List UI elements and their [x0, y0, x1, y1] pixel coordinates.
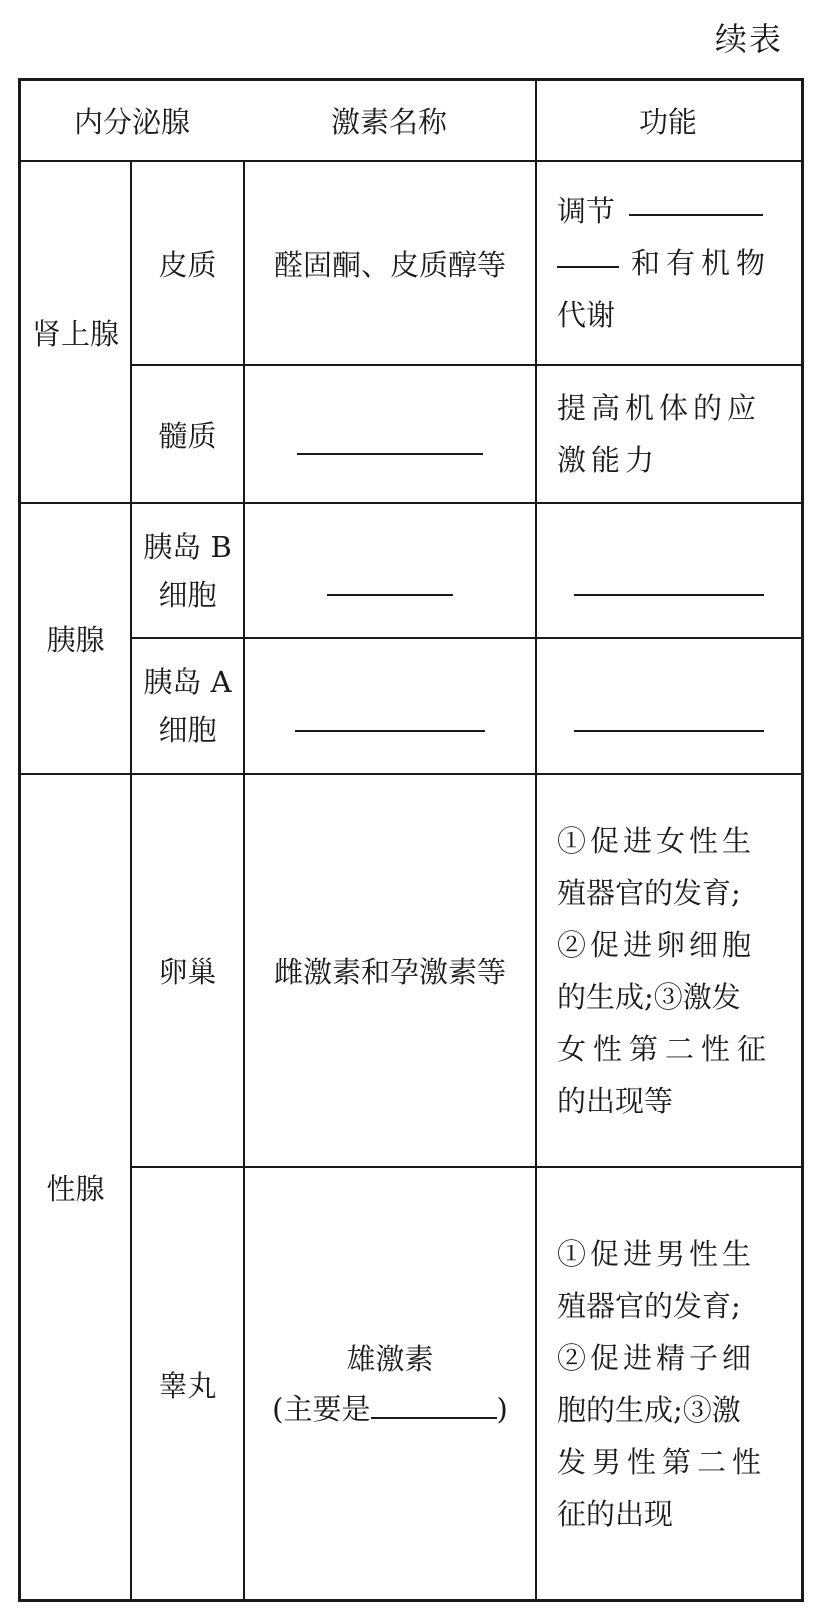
part-ovary: 卵巢	[158, 955, 217, 989]
function-testis-line-3: ②促进精子细	[557, 1341, 756, 1375]
hormone-table	[18, 78, 804, 1602]
header-function: 功能	[638, 105, 697, 139]
hormone-testis-cell	[245, 1168, 535, 1600]
answer-blank[interactable]	[557, 237, 619, 268]
part-cortex: 皮质	[158, 247, 217, 282]
header-gland: 内分泌腺	[73, 105, 190, 139]
hormone-medulla-cell	[245, 366, 535, 502]
function-b-cell-cell	[537, 504, 801, 637]
gland-adrenal: 肾上腺	[31, 316, 119, 351]
answer-blank[interactable]	[295, 701, 485, 732]
answer-blank[interactable]	[629, 185, 763, 216]
part-b-cell	[132, 504, 243, 637]
function-ovary-line-4: 的生成;③激发	[557, 979, 741, 1014]
gland-gonad: 性腺	[46, 1172, 105, 1206]
hormone-testis-suffix: )	[496, 1392, 508, 1426]
b-cell-line-1: 胰岛 B	[143, 529, 232, 564]
function-ovary	[537, 775, 801, 1166]
function-testis	[537, 1168, 801, 1600]
hormone-a-cell-cell	[245, 639, 535, 773]
part-medulla: 髓质	[158, 418, 217, 453]
function-medulla-line-1: 提高机体的应	[557, 391, 762, 425]
function-testis-line-4: 胞的生成;③激	[557, 1393, 741, 1427]
function-cortex	[537, 162, 801, 364]
header-hormone: 激素名称	[330, 105, 447, 139]
answer-blank[interactable]	[327, 565, 453, 596]
function-ovary-line-2: 殖器官的发育;	[557, 875, 741, 910]
function-testis-line-2: 殖器官的发育;	[557, 1289, 741, 1323]
answer-blank[interactable]	[297, 424, 483, 455]
function-medulla	[537, 366, 801, 502]
function-ovary-line-5: 女性第二性征	[557, 1031, 774, 1066]
hormone-cortex: 醛固酮、皮质醇等	[273, 247, 506, 282]
hormone-testis-prefix: (主要是	[272, 1392, 371, 1426]
answer-blank[interactable]	[371, 1388, 497, 1419]
function-cortex-line-3: 代谢	[557, 298, 616, 332]
answer-blank[interactable]	[574, 565, 764, 596]
a-cell-line-2: 细胞	[158, 713, 217, 747]
function-medulla-line-2: 激能力	[557, 443, 660, 477]
function-ovary-line-1: ①促进女性生	[557, 823, 756, 858]
answer-blank[interactable]	[574, 701, 764, 732]
function-testis-line-1: ①促进男性生	[557, 1237, 756, 1271]
b-cell-line-2: 细胞	[158, 577, 217, 612]
gland-pancreas: 胰腺	[46, 623, 105, 657]
hormone-testis-line-1: 雄激素	[346, 1342, 434, 1376]
hormone-ovary: 雌激素和孕激素等	[273, 955, 506, 989]
hormone-b-cell-cell	[245, 504, 535, 637]
function-testis-line-6: 征的出现	[557, 1497, 674, 1531]
function-cortex-line-1: 调节	[557, 194, 616, 228]
a-cell-line-1: 胰岛 A	[143, 665, 232, 699]
part-a-cell	[132, 639, 243, 773]
function-a-cell-cell	[537, 639, 801, 773]
part-testis: 睾丸	[158, 1368, 217, 1403]
function-cortex-line-2: 和有机物	[631, 246, 772, 280]
function-ovary-line-3: ②促进卵细胞	[557, 927, 756, 962]
table-caption: 续表	[714, 20, 783, 58]
function-testis-line-5: 发男性第二性	[557, 1445, 768, 1479]
function-ovary-line-6: 的出现等	[557, 1083, 674, 1118]
